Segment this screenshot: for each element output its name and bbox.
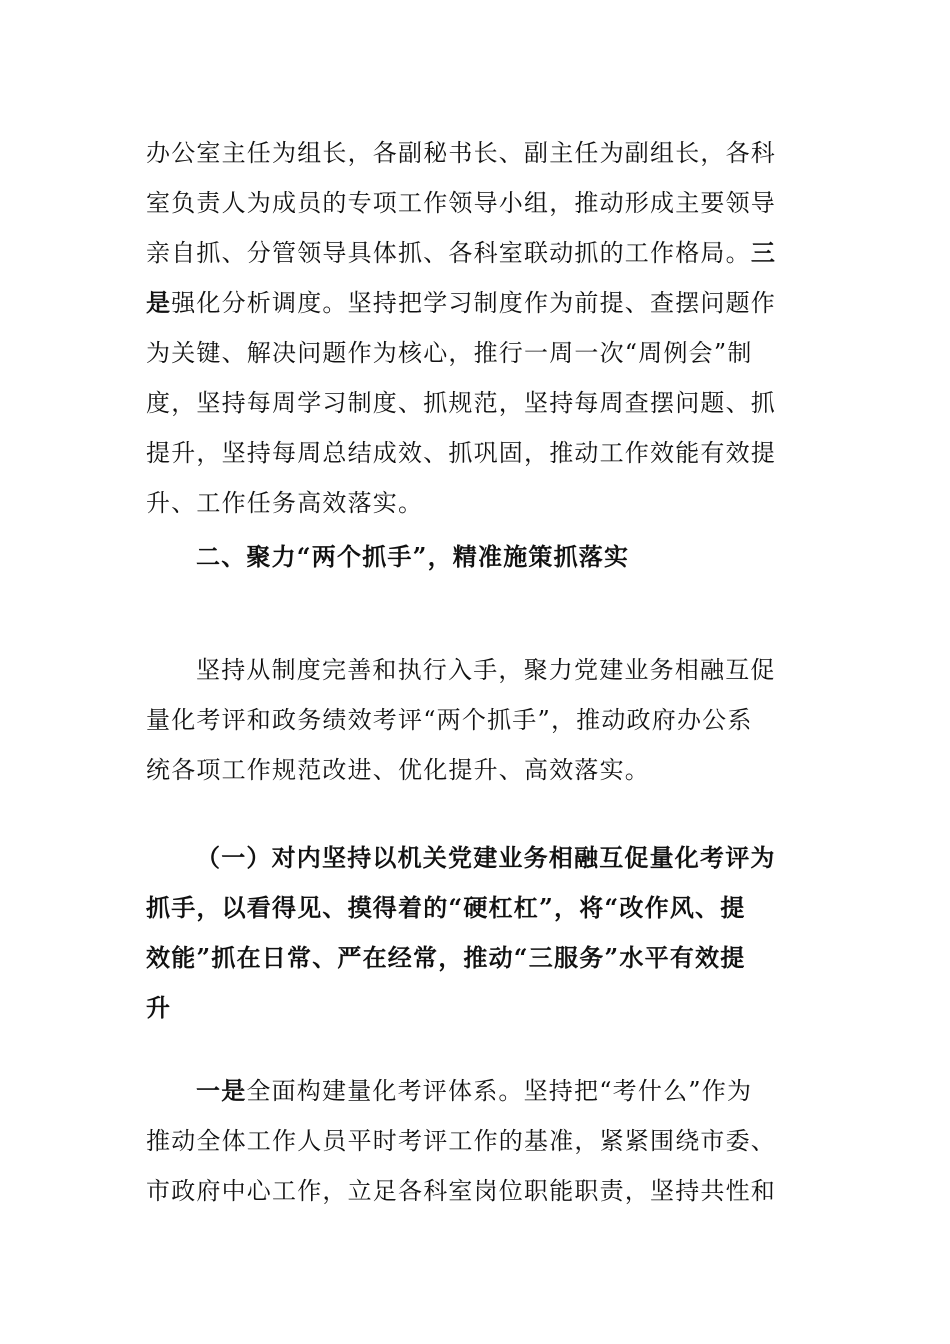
text-line: 为关键、解决问题作为核心，推行一周一次“周例会”制 [146, 339, 753, 367]
text-line: 推动全体工作人员平时考评工作的基准，紧紧围绕市委、 [146, 1127, 776, 1155]
text-line: 市政府中心工作，立足各科室岗位职能职责，坚持共性和 [146, 1177, 776, 1205]
heading-line: 二、聚力“两个抓手”，精准施策抓落实 [196, 542, 630, 571]
bold-marker: 一是 [196, 1076, 247, 1105]
text-run: 全面构建量化考评体系。坚持把“考什么”作为 [246, 1077, 753, 1105]
text-line [146, 278, 786, 328]
subsection-heading [146, 833, 786, 1033]
text-line [146, 228, 786, 278]
heading-line: 升 [146, 993, 172, 1022]
text-line: 统各项工作规范改进、优化提升、高效落实。 [146, 756, 650, 784]
text-run: 强化分析调度。坚持把学习制度作为前提、查摆问题作 [171, 289, 777, 317]
bold-marker: 三 [750, 238, 777, 267]
text-line: 坚持从制度完善和执行入手，聚力党建业务相融互促 [196, 656, 776, 684]
paragraph-evaluation-system [146, 1066, 786, 1216]
text-line: 办公室主任为组长，各副秘书长、副主任为副组长，各科 [146, 139, 776, 167]
heading-line: 效能”抓在日常、严在经常，推动“三服务”水平有效提 [146, 943, 746, 972]
text-run: 亲自抓、分管领导具体抓、各科室联动抓的工作格局。 [146, 239, 751, 267]
text-line: 升、工作任务高效落实。 [146, 489, 424, 517]
text-line: 度，坚持每周学习制度、抓规范，坚持每周查摆问题、抓 [146, 389, 776, 417]
text-line: 室负责人为成员的专项工作领导小组，推动形成主要领导 [146, 189, 776, 217]
heading-line: （一）对内坚持以机关党建业务相融互促量化考评为 [196, 843, 776, 872]
bold-marker: 是 [146, 288, 172, 317]
text-line: 提升，坚持每周总结成效、抓巩固，推动工作效能有效提 [146, 439, 776, 467]
heading-line: 抓手，以看得见、摸得着的“硬杠杠”，将“改作风、提 [146, 893, 746, 922]
text-line: 量化考评和政务绩效考评“两个抓手”，推动政府办公系 [146, 706, 753, 734]
section-heading [146, 532, 786, 582]
paragraph-leadership-group [146, 128, 786, 528]
paragraph-two-levers [146, 645, 786, 795]
text-line [146, 1066, 786, 1116]
